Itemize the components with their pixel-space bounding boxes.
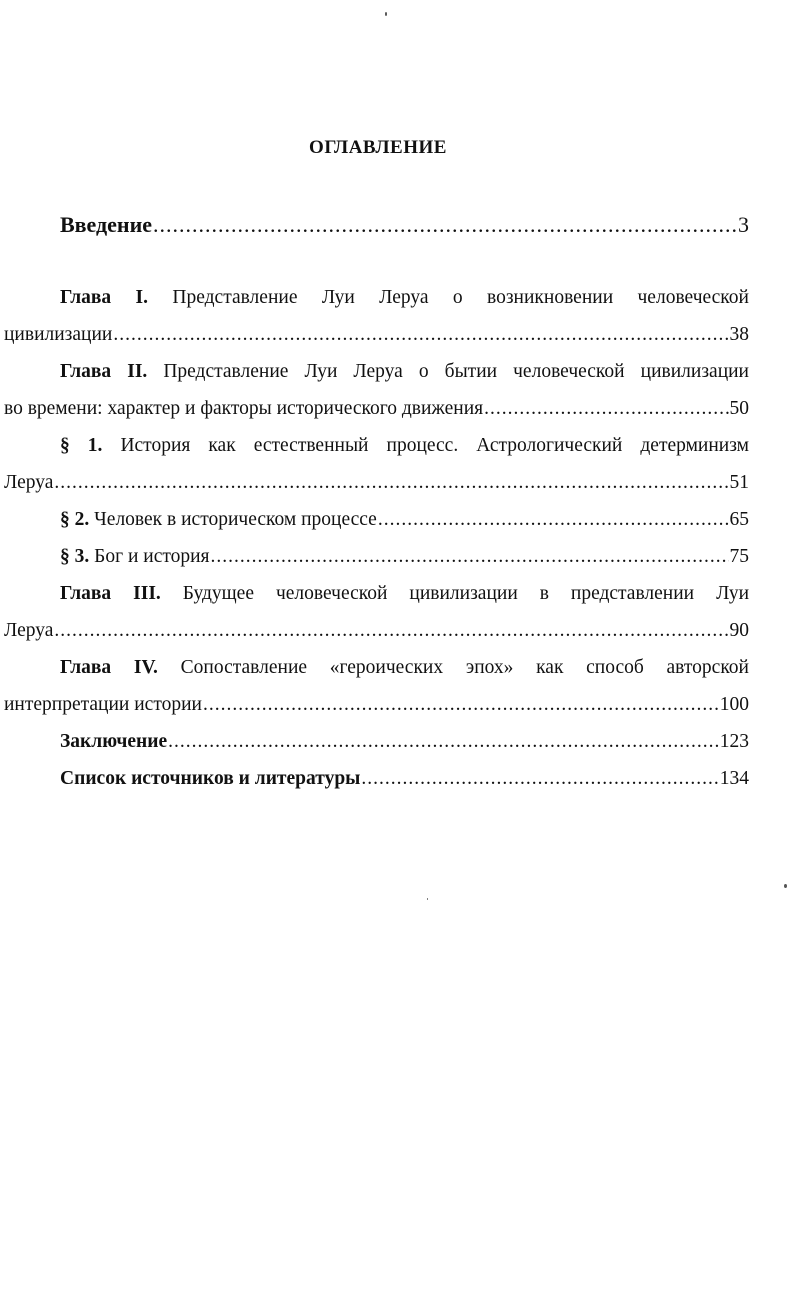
toc-entry-title-line: Представление Луи Леруа о бытии человеческой цивилизации [163, 361, 749, 382]
toc-entry-page: 51 [729, 472, 749, 493]
toc-entry-page: 90 [729, 620, 749, 641]
dot-leader [168, 723, 719, 760]
toc-entry-title-line: Представление Луи Леруа о возникновении человеческой [172, 287, 749, 308]
toc-entry-label: Глава III. [60, 583, 161, 604]
toc-entry-title-line: Леруа [4, 472, 54, 493]
toc-entry-label: Заключение [60, 731, 168, 752]
toc-entry-title-line: во времени: характер и факторы исторического движения [4, 398, 484, 419]
toc-entry-title: Бог и история [94, 546, 210, 567]
dot-leader [484, 390, 728, 427]
scan-speck [427, 898, 428, 900]
scan-speck [784, 884, 787, 888]
toc-entry-page: 134 [719, 768, 749, 789]
dot-leader [361, 760, 718, 797]
toc-entry-label: § 2. [60, 509, 90, 530]
toc-entry-section-1[interactable] [4, 427, 749, 501]
toc-entry-bibliography[interactable] [4, 760, 749, 797]
toc-entry-title-line: Леруа [4, 620, 54, 641]
toc-entry-label: Глава I. [60, 287, 149, 308]
toc-entry-title: Человек в историческом процессе [94, 509, 377, 530]
toc-entry-title-line: История как естественный процесс. Астрологический детерминизм [120, 435, 749, 456]
toc-entry-page: 3 [738, 212, 749, 237]
toc-entry-title-line: Будущее человеческой цивилизации в представлении Луи [182, 583, 749, 604]
table-of-contents [4, 206, 749, 797]
toc-entry-label: § 3. [60, 546, 90, 567]
toc-entry-chapter-1[interactable] [4, 279, 749, 353]
dot-leader [54, 464, 728, 501]
toc-entry-page: 65 [729, 509, 749, 530]
toc-entry-label: Глава IV. [60, 657, 158, 678]
dot-leader [153, 206, 737, 243]
toc-entry-introduction[interactable] [4, 206, 749, 243]
toc-entry-section-3[interactable] [4, 538, 749, 575]
dot-leader [203, 686, 719, 723]
toc-entry-section-2[interactable] [4, 501, 749, 538]
toc-entry-page: 38 [729, 324, 749, 345]
toc-entry-page: 123 [719, 731, 749, 752]
toc-entry-label: Глава II. [60, 361, 148, 382]
toc-entry-chapter-4[interactable] [4, 649, 749, 723]
toc-entry-page: 75 [729, 546, 749, 567]
toc-entry-chapter-2[interactable] [4, 353, 749, 427]
toc-entry-page: 100 [719, 694, 749, 715]
dot-leader [211, 538, 729, 575]
scan-speck [385, 12, 387, 16]
toc-entry-conclusion[interactable] [4, 723, 749, 760]
toc-entry-title-line: интерпретации истории [4, 694, 202, 715]
dot-leader [378, 501, 729, 538]
toc-entry-page: 50 [729, 398, 749, 419]
toc-entry-title-line: цивилизации [4, 324, 113, 345]
toc-entry-label: Введение [60, 212, 153, 237]
toc-heading: ОГЛАВЛЕНИЕ [309, 137, 447, 158]
toc-entry-label: Список источников и литературы [60, 768, 361, 789]
dot-leader [54, 612, 728, 649]
dot-leader [113, 316, 728, 353]
toc-entry-label: § 1. [60, 435, 103, 456]
toc-entry-title-line: Сопоставление «героических эпох» как способ авторской [180, 657, 749, 678]
toc-entry-chapter-3[interactable] [4, 575, 749, 649]
